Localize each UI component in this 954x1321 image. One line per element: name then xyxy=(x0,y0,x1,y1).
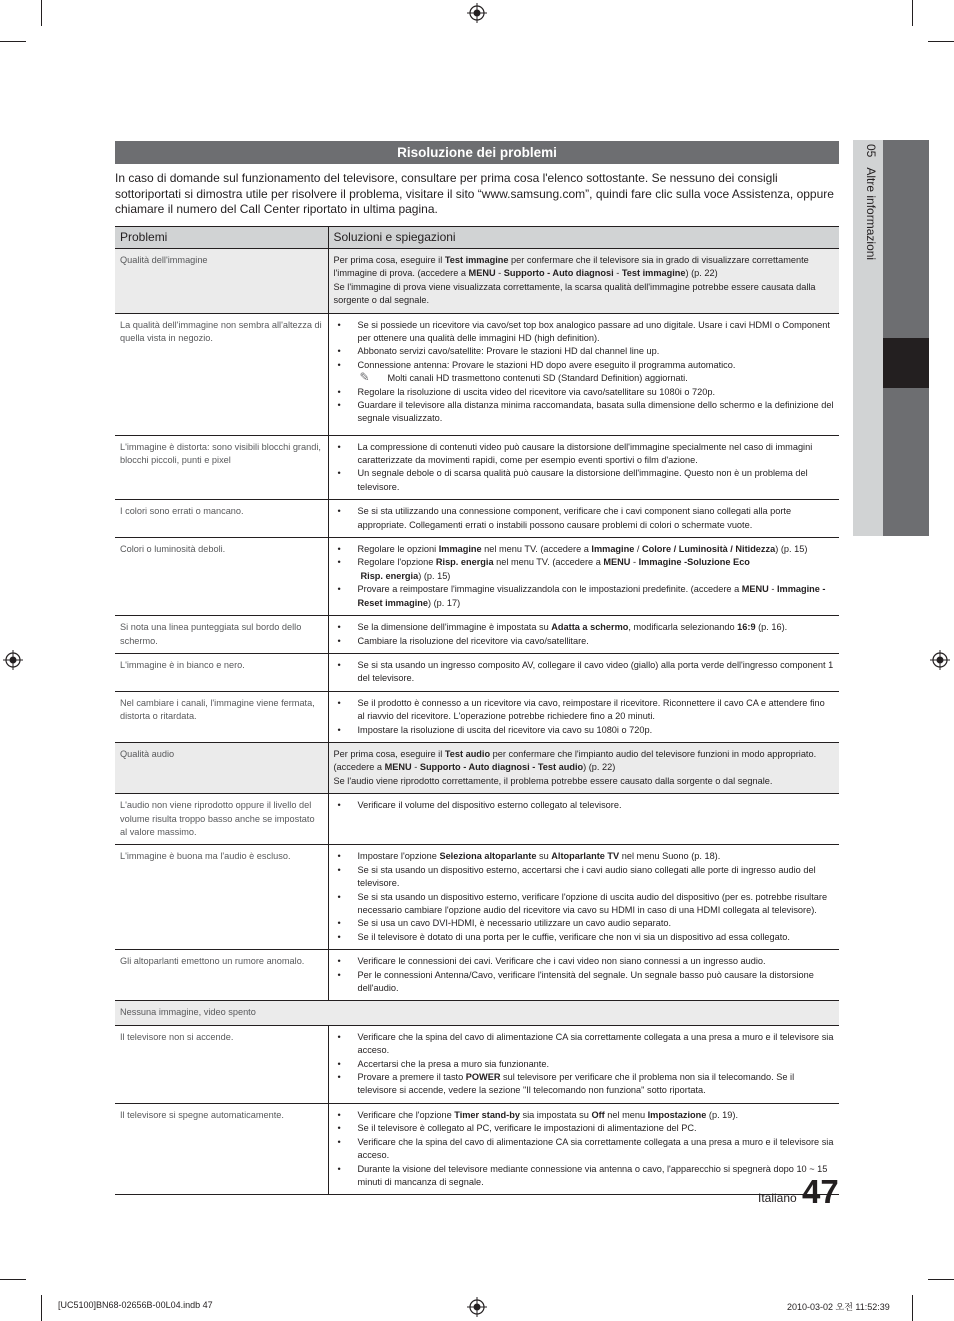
list-item: • Se il televisore è collegato al PC, verificare le impostazioni di alimentazione del PC. xyxy=(334,1122,835,1135)
solution-cell xyxy=(328,653,839,691)
list-item: • Se si sta utilizzando una connessione component, verificare che i cavi component siano collegati alla porte appropriate. Collegamenti errati o instabili possono causare problemi di colori o schermate vuote. xyxy=(334,505,835,532)
table-row xyxy=(115,653,839,691)
list-item: • Se si usa un cavo DVI-HDMI, è necessario utilizzare un cavo audio separato. xyxy=(334,917,835,930)
table-row xyxy=(115,794,839,845)
crop-mark xyxy=(928,1279,954,1280)
solution-cell xyxy=(328,794,839,845)
note: ✎ Molti canali HD trasmettono contenuti SD (Standard Definition) aggiornati. xyxy=(359,370,688,385)
section-row-no-image xyxy=(115,1001,839,1025)
section-text: Per prima cosa, eseguire il Test immagine per confermare che il televisore sia in grado di visualizzare correttamente l'immagine di prova. (accedere a MENU - Supporto - Auto diagnosi - Test immagine) (p. 22) Se l'immagine di prova viene visualizzata correttamente, la scarsa qualità dell'immagine potrebbe essere causata dalla sorgente o dal segnale. xyxy=(328,249,839,314)
list-item: • Provare a reimpostare l'immagine visualizzandola con le impostazioni predefinite. (accedere a MENU - Immagine - Reset immagine) (p. 17) xyxy=(334,583,835,610)
list-item: • Un segnale debole o di scarsa qualità può causare la distorsione dell'immagine. Questo non è un problema del televisore. xyxy=(334,467,835,494)
problem-cell: I colori sono errati o mancano. xyxy=(115,500,328,538)
solution-cell xyxy=(328,435,839,500)
list-item: • Accertarsi che la presa a muro sia funzionante. xyxy=(334,1058,835,1071)
problem-cell: L'immagine è distorta: sono visibili blocchi grandi, blocchi piccoli, punti e pixel xyxy=(115,435,328,500)
column-header-solutions: Soluzioni e spiegazioni xyxy=(328,227,839,249)
problem-cell: L'immagine è in bianco e nero. xyxy=(115,653,328,691)
problem-cell: La qualità dell'immagine non sembra all'altezza di quella vista in negozio. xyxy=(115,313,328,435)
chapter-title: Altre informazioni xyxy=(864,167,878,261)
crop-mark xyxy=(0,41,26,42)
list-item: • Per le connessioni Antenna/Cavo, verificare l'intensità del segnale. Un segnale basso può causare la distorsione dell'audio. xyxy=(334,969,835,996)
intro-paragraph: In caso di domande sul funzionamento del televisore, consultare per prima cosa l'elenco sottostante. Se nessuno dei consigli sottoriportati si dimostra utile per risolvere il problema, visitare il sito “www.samsung.com”, quindi fare clic sulla voce Assistenza, oppure chiamare il numero del Call Center riportato in ultima pagina. xyxy=(115,171,834,216)
list-item: • Se il prodotto è connesso a un ricevitore via cavo, reimpostare il ricevitore. Riconnettere il cavo CA e attendere fino al riavvio del ricevitore. L'operazione potrebbe richiedere fino a 20 minuti. xyxy=(334,697,835,724)
table-row xyxy=(115,950,839,1001)
crop-mark xyxy=(41,1295,42,1321)
section-label: Nessuna immagine, video spento xyxy=(115,1001,839,1025)
table-row xyxy=(115,845,839,950)
list-item: • Guardare il televisore alla distanza minima raccomandata, basata sulla dimensione dello schermo e la definizione del segnale visualizzato. xyxy=(334,399,835,426)
solution-cell xyxy=(328,950,839,1001)
list-item: • Impostare la risoluzione di uscita del ricevitore via cavo su 1080i o 720p. xyxy=(334,724,835,737)
solution-cell xyxy=(328,616,839,654)
page-title: Risoluzione dei problemi xyxy=(115,141,839,164)
problem-cell: Il televisore non si accende. xyxy=(115,1025,328,1103)
problem-cell: Gli altoparlanti emettono un rumore anomalo. xyxy=(115,950,328,1001)
crop-mark xyxy=(912,0,913,26)
list-item: • Cambiare la risoluzione del ricevitore via cavo/satellitare. xyxy=(334,635,835,648)
list-item: • Se la dimensione dell'immagine è impostata su Adatta a schermo, modificarla selezionando 16:9 (p. 16). xyxy=(334,621,835,634)
list-item: • Impostare l'opzione Seleziona altoparlante su Altoparlante TV nel menu Suono (p. 18). xyxy=(334,850,835,863)
table-row xyxy=(115,1025,839,1103)
crop-mark xyxy=(41,0,42,26)
footer-language: Italiano xyxy=(758,1191,797,1205)
table-row xyxy=(115,616,839,654)
print-timestamp: 2010-03-02 오전 11:52:39 xyxy=(787,1302,890,1312)
problem-cell: Il televisore si spegne automaticamente. xyxy=(115,1103,328,1194)
registration-mark-icon xyxy=(467,3,487,23)
table-row xyxy=(115,313,839,435)
chapter-number: 05 xyxy=(864,144,878,158)
troubleshooting-table xyxy=(115,226,839,1195)
solution-cell xyxy=(328,500,839,538)
section-label: Qualità audio xyxy=(115,742,328,793)
list-item: • Verificare che l'opzione Timer stand-by sia impostata su Off nel menu Impostazione (p. 19). xyxy=(334,1109,835,1122)
list-item: • Verificare che la spina del cavo di alimentazione CA sia correttamente collegata a una presa a muro e il televisore sia acceso. xyxy=(334,1031,835,1058)
table-row xyxy=(115,500,839,538)
column-header-problems: Problemi xyxy=(115,227,328,249)
list-item: • Se si possiede un ricevitore via cavo/set top box analogico passare ad uno digitale. Usare i cavi HDMI o Component per ottenere una qualità delle immagini HD (high definition). xyxy=(334,319,835,346)
list-item: • Provare a premere il tasto POWER sul televisore per verificare che il problema non sia il telecomando. Se il televisore si accende, vedere la sezione "Il telecomando non funziona" sotto riportata. xyxy=(334,1071,835,1098)
chapter-side-tab-marker xyxy=(883,338,929,388)
list-item: • Se si sta usando un ingresso composito AV, collegare il cavo video (giallo) alla porta verde dell'ingresso component 1 del televisore. xyxy=(334,659,835,686)
section-label: Qualità dell'immagine xyxy=(115,249,328,314)
solution-cell xyxy=(328,1103,839,1194)
list-item: • Durante la visione del televisore mediante connessione via antenna o cavo, l'apparecchio si spegnerà dopo 10 ~ 15 minuti di mancanza di segnale. xyxy=(334,1163,835,1190)
problem-cell: L'audio non viene riprodotto oppure il livello del volume risulta troppo basso anche se impostato al valore massimo. xyxy=(115,794,328,845)
list-item: • Regolare la risoluzione di uscita video del ricevitore via cavo/satellitare su 1080i o 720p. xyxy=(334,386,835,399)
list-item: • La compressione di contenuti video può causare la distorsione dell'immagine specialmente nel caso di immagini caratterizzate da movimenti rapidi, come per esempio eventi sportivi o film d'azione. xyxy=(334,441,835,468)
table-row xyxy=(115,435,839,500)
registration-mark-icon xyxy=(930,650,950,670)
list-item: • Abbonato servizi cavo/satellite: Provare le stazioni HD dal channel line up. xyxy=(334,345,835,358)
solution-cell xyxy=(328,313,839,435)
problem-cell: Colori o luminosità deboli. xyxy=(115,538,328,616)
list-item: • Regolare le opzioni Immagine nel menu TV. (accedere a Immagine / Colore / Luminosità / Nitidezza) (p. 15) xyxy=(334,543,835,556)
problem-cell: Si nota una linea punteggiata sul bordo dello schermo. xyxy=(115,616,328,654)
crop-mark xyxy=(0,1279,26,1280)
list-item: • Se il televisore è dotato di una porta per le cuffie, verificare che non vi sia un dispositivo ad essa collegato. xyxy=(334,931,835,944)
solution-cell xyxy=(328,691,839,742)
chapter-label xyxy=(858,144,878,260)
problem-cell: L'immagine è buona ma l'audio è escluso. xyxy=(115,845,328,950)
registration-mark-icon xyxy=(467,1297,487,1317)
print-file-info: [UC5100]BN68-02656B-00L04.indb 47 xyxy=(58,1300,213,1310)
list-item: • Connessione antenna: Provare le stazioni HD dopo avere eseguito il programma automatico. xyxy=(334,359,835,372)
solution-cell xyxy=(328,538,839,616)
table-row xyxy=(115,691,839,742)
list-item: • Se si sta usando un dispositivo esterno, verificare l'opzione di uscita audio del dispositivo (per es. potrebbe risultare necessario cambiare l'opzione audio del ricevitore via cavo su HDMI in caso di una HDMI collegata al televisore). xyxy=(334,891,835,918)
list-item: • Verificare le connessioni dei cavi. Verificare che i cavi video non siano connessi a un ingresso audio. xyxy=(334,955,835,968)
problem-cell: Nel cambiare i canali, l'immagine viene fermata, distorta o ritardata. xyxy=(115,691,328,742)
table-header-row xyxy=(115,227,839,249)
page-number: 47 xyxy=(802,1173,839,1210)
section-text: Per prima cosa, eseguire il Test audio per confermare che l'impianto audio del televisore funzioni in modo appropriato. (accedere a MENU - Supporto - Auto diagnosi - Test audio) (p. 22) Se l'audio viene riprodotto correttamente, il problema potrebbe essere causato dalla sorgente o dal segnale. xyxy=(328,742,839,793)
crop-mark xyxy=(928,41,954,42)
registration-mark-icon xyxy=(3,650,23,670)
crop-mark xyxy=(912,1295,913,1321)
solution-cell xyxy=(328,845,839,950)
list-item: • Regolare l'opzione Risp. energia nel menu TV. (accedere a MENU - Immagine -Soluzione Eco Risp. energia) (p. 15) xyxy=(334,556,835,583)
section-row-audio xyxy=(115,742,839,793)
solution-cell xyxy=(328,1025,839,1103)
list-item: • Verificare il volume del dispositivo esterno collegato al televisore. xyxy=(334,799,835,812)
note-pencil-icon: ✎ xyxy=(359,370,370,385)
list-item: • Verificare che la spina del cavo di alimentazione CA sia correttamente collegata a una presa a muro e il televisore sia acceso. xyxy=(334,1136,835,1163)
table-row xyxy=(115,1103,839,1194)
section-row-picture xyxy=(115,249,839,314)
list-item: • Se si sta usando un dispositivo esterno, accertarsi che i cavi audio siano collegati alle porte di ingresso audio del televisore. xyxy=(334,864,835,891)
table-row xyxy=(115,538,839,616)
